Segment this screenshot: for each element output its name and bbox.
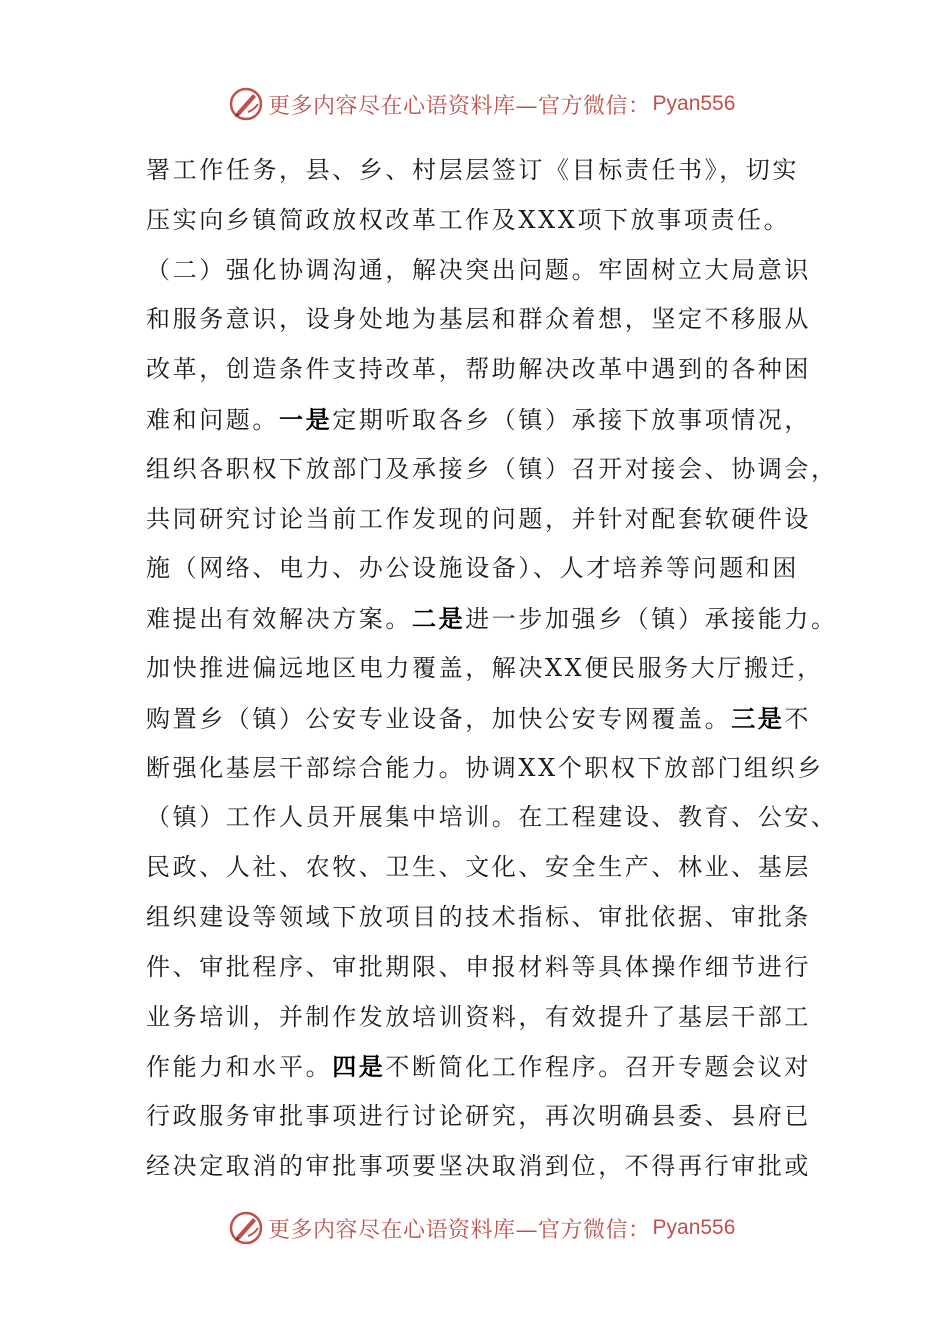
text-span: 难提出有效解决方案。	[146, 605, 412, 634]
text-line: 和服务意识，设身处地为基层和群众着想，坚定不移服从	[146, 305, 811, 334]
text-span: 难和问题。	[146, 405, 279, 434]
banner-wechat-id: Pyan556	[652, 92, 736, 115]
banner-text: 更多内容尽在心语资料库—官方微信：	[268, 93, 651, 119]
text-line: 施（网络、电力、办公设施设备）、人才培养等问题和困	[146, 554, 799, 583]
text-line: 件、审批程序、审批期限、申报材料等具体操作细节进行	[146, 952, 811, 981]
footer-banner	[228, 1208, 748, 1248]
text-span: 进一步加强乡（镇）承接能力。	[465, 605, 838, 634]
text-line: 业务培训，并制作发放培训资料，有效提升了基层干部工	[146, 1002, 811, 1031]
text-line: 行政服务审批事项进行讨论研究，再次明确县委、县府已	[146, 1102, 811, 1131]
pen-logo-icon	[228, 86, 264, 122]
text-line: 经决定取消的审批事项要坚决取消到位，不得再行审批或	[146, 1151, 811, 1180]
text-line: （镇）工作人员开展集中培训。在工程建设、教育、公安、	[146, 803, 838, 832]
bold-marker: 二是	[412, 604, 466, 634]
text-line	[146, 594, 838, 644]
text-line: 共同研究讨论当前工作发现的问题，并针对配套软硬件设	[146, 504, 811, 533]
text-span: 购置乡（镇）公安专业设备，加快公安专网覆盖。	[146, 704, 732, 733]
banner-wechat-id: Pyan556	[652, 1216, 736, 1239]
text-line: 组织各职权下放部门及承接乡（镇）召开对接会、协调会，	[146, 454, 838, 483]
banner-text: 更多内容尽在心语资料库—官方微信：	[268, 1217, 651, 1243]
bold-marker: 三是	[731, 703, 785, 733]
pen-logo-icon	[228, 1210, 264, 1246]
text-line: 民政、人社、农牧、卫生、文化、安全生产、林业、基层	[146, 853, 811, 882]
header-banner	[228, 84, 748, 124]
text-line	[146, 1042, 812, 1092]
text-span: 不断简化工作程序。召开专题会议对	[385, 1053, 812, 1082]
text-span: 不	[784, 704, 812, 733]
text-line: 改革，创造条件支持改革，帮助解决改革中遇到的各种困	[146, 355, 811, 384]
text-line	[146, 395, 812, 445]
body-text	[146, 146, 838, 1192]
bold-marker: 一是	[279, 404, 333, 434]
text-line: （二）强化协调沟通，解决突出问题。牢固树立大局意识	[146, 255, 811, 284]
text-span: 定期听取各乡（镇）承接下放事项情况，	[332, 405, 812, 434]
text-line: 加快推进偏远地区电力覆盖，解决XX便民服务大厅搬迁，	[146, 653, 824, 682]
text-line: 压实向乡镇简政放权改革工作及XXX项下放事项责任。	[146, 205, 791, 234]
bold-marker: 四是	[332, 1052, 386, 1082]
text-line: 断强化基层干部综合能力。协调XX个职权下放部门组织乡	[146, 753, 824, 782]
text-line: 署工作任务，县、乡、村层层签订《目标责任书》，切实	[146, 156, 799, 184]
text-line	[146, 694, 812, 744]
text-line: 组织建设等领域下放项目的技术指标、审批依据、审批条	[146, 902, 811, 931]
text-span: 作能力和水平。	[146, 1053, 333, 1082]
